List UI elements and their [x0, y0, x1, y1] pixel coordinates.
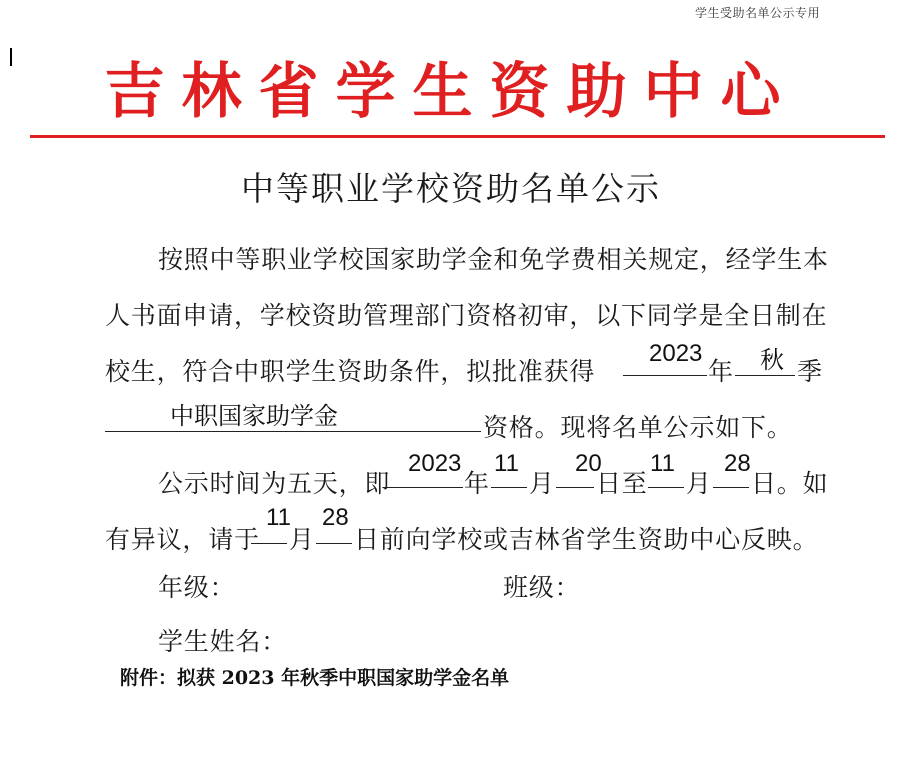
blank-end-month: [648, 487, 684, 488]
unit-deadline-month: 月: [289, 525, 315, 554]
paragraph-line-6-suffix: 日前向学校或吉林省学生资助中心反映。: [354, 525, 819, 554]
unit-season: 季: [797, 357, 823, 386]
fill-year[interactable]: 2023: [649, 340, 703, 367]
attachment-note: 附件：拟获 2023 年秋季中职国家助学金名单: [120, 667, 510, 689]
document-title: 中等职业学校资助名单公示: [241, 169, 661, 208]
fill-start-year[interactable]: 2023: [408, 450, 462, 477]
fill-deadline-month[interactable]: 11: [266, 504, 291, 531]
paragraph-line-4-suffix: 资格。现将名单公示如下。: [483, 413, 793, 442]
fill-start-day[interactable]: 20: [575, 450, 602, 477]
blank-deadline-month: [251, 543, 287, 544]
fill-end-month[interactable]: 11: [650, 450, 675, 477]
class-label: 班级：: [503, 573, 581, 602]
paragraph-line-6-prefix: 有异议，请于: [105, 525, 260, 554]
paragraph-line-1: 按照中等职业学校国家助学金和免学费相关规定，经学生本: [158, 245, 829, 274]
unit-end-month: 月: [686, 469, 712, 498]
paragraph-line-5-suffix: 日。如: [751, 469, 829, 498]
unit-start-month: 月: [529, 469, 555, 498]
fill-start-month[interactable]: 11: [494, 450, 519, 477]
org-letterhead: 吉林省学生资助中心: [104, 57, 798, 127]
paragraph-line-3-prefix: 校生，符合中职学生资助条件，拟批准获得: [105, 357, 596, 386]
student-name-label: 学生姓名：: [158, 627, 288, 656]
blank-start-month: [491, 487, 527, 488]
unit-year: 年: [708, 357, 734, 386]
blank-season: [735, 375, 795, 376]
fill-season[interactable]: 秋: [760, 346, 784, 374]
blank-start-year: [383, 487, 463, 488]
grade-label: 年级：: [158, 573, 236, 602]
fill-aid-type[interactable]: 中职国家助学金: [170, 402, 338, 430]
letterhead-rule: [30, 135, 885, 138]
blank-end-day: [713, 487, 749, 488]
blank-start-day: [556, 487, 594, 488]
unit-start-year: 年: [464, 469, 490, 498]
text-to: 日至: [596, 469, 648, 498]
paragraph-line-5-prefix: 公示时间为五天，即: [158, 469, 391, 498]
blank-aid-type: [105, 431, 481, 432]
corner-label: 学生受助名单公示专用: [694, 6, 820, 20]
fill-end-day[interactable]: 28: [724, 450, 751, 477]
fill-deadline-day[interactable]: 28: [322, 504, 349, 531]
blank-deadline-day: [316, 543, 352, 544]
blank-year: [623, 375, 707, 376]
paragraph-line-2: 人书面申请，学校资助管理部门资格初审，以下同学是全日制在: [105, 301, 828, 330]
